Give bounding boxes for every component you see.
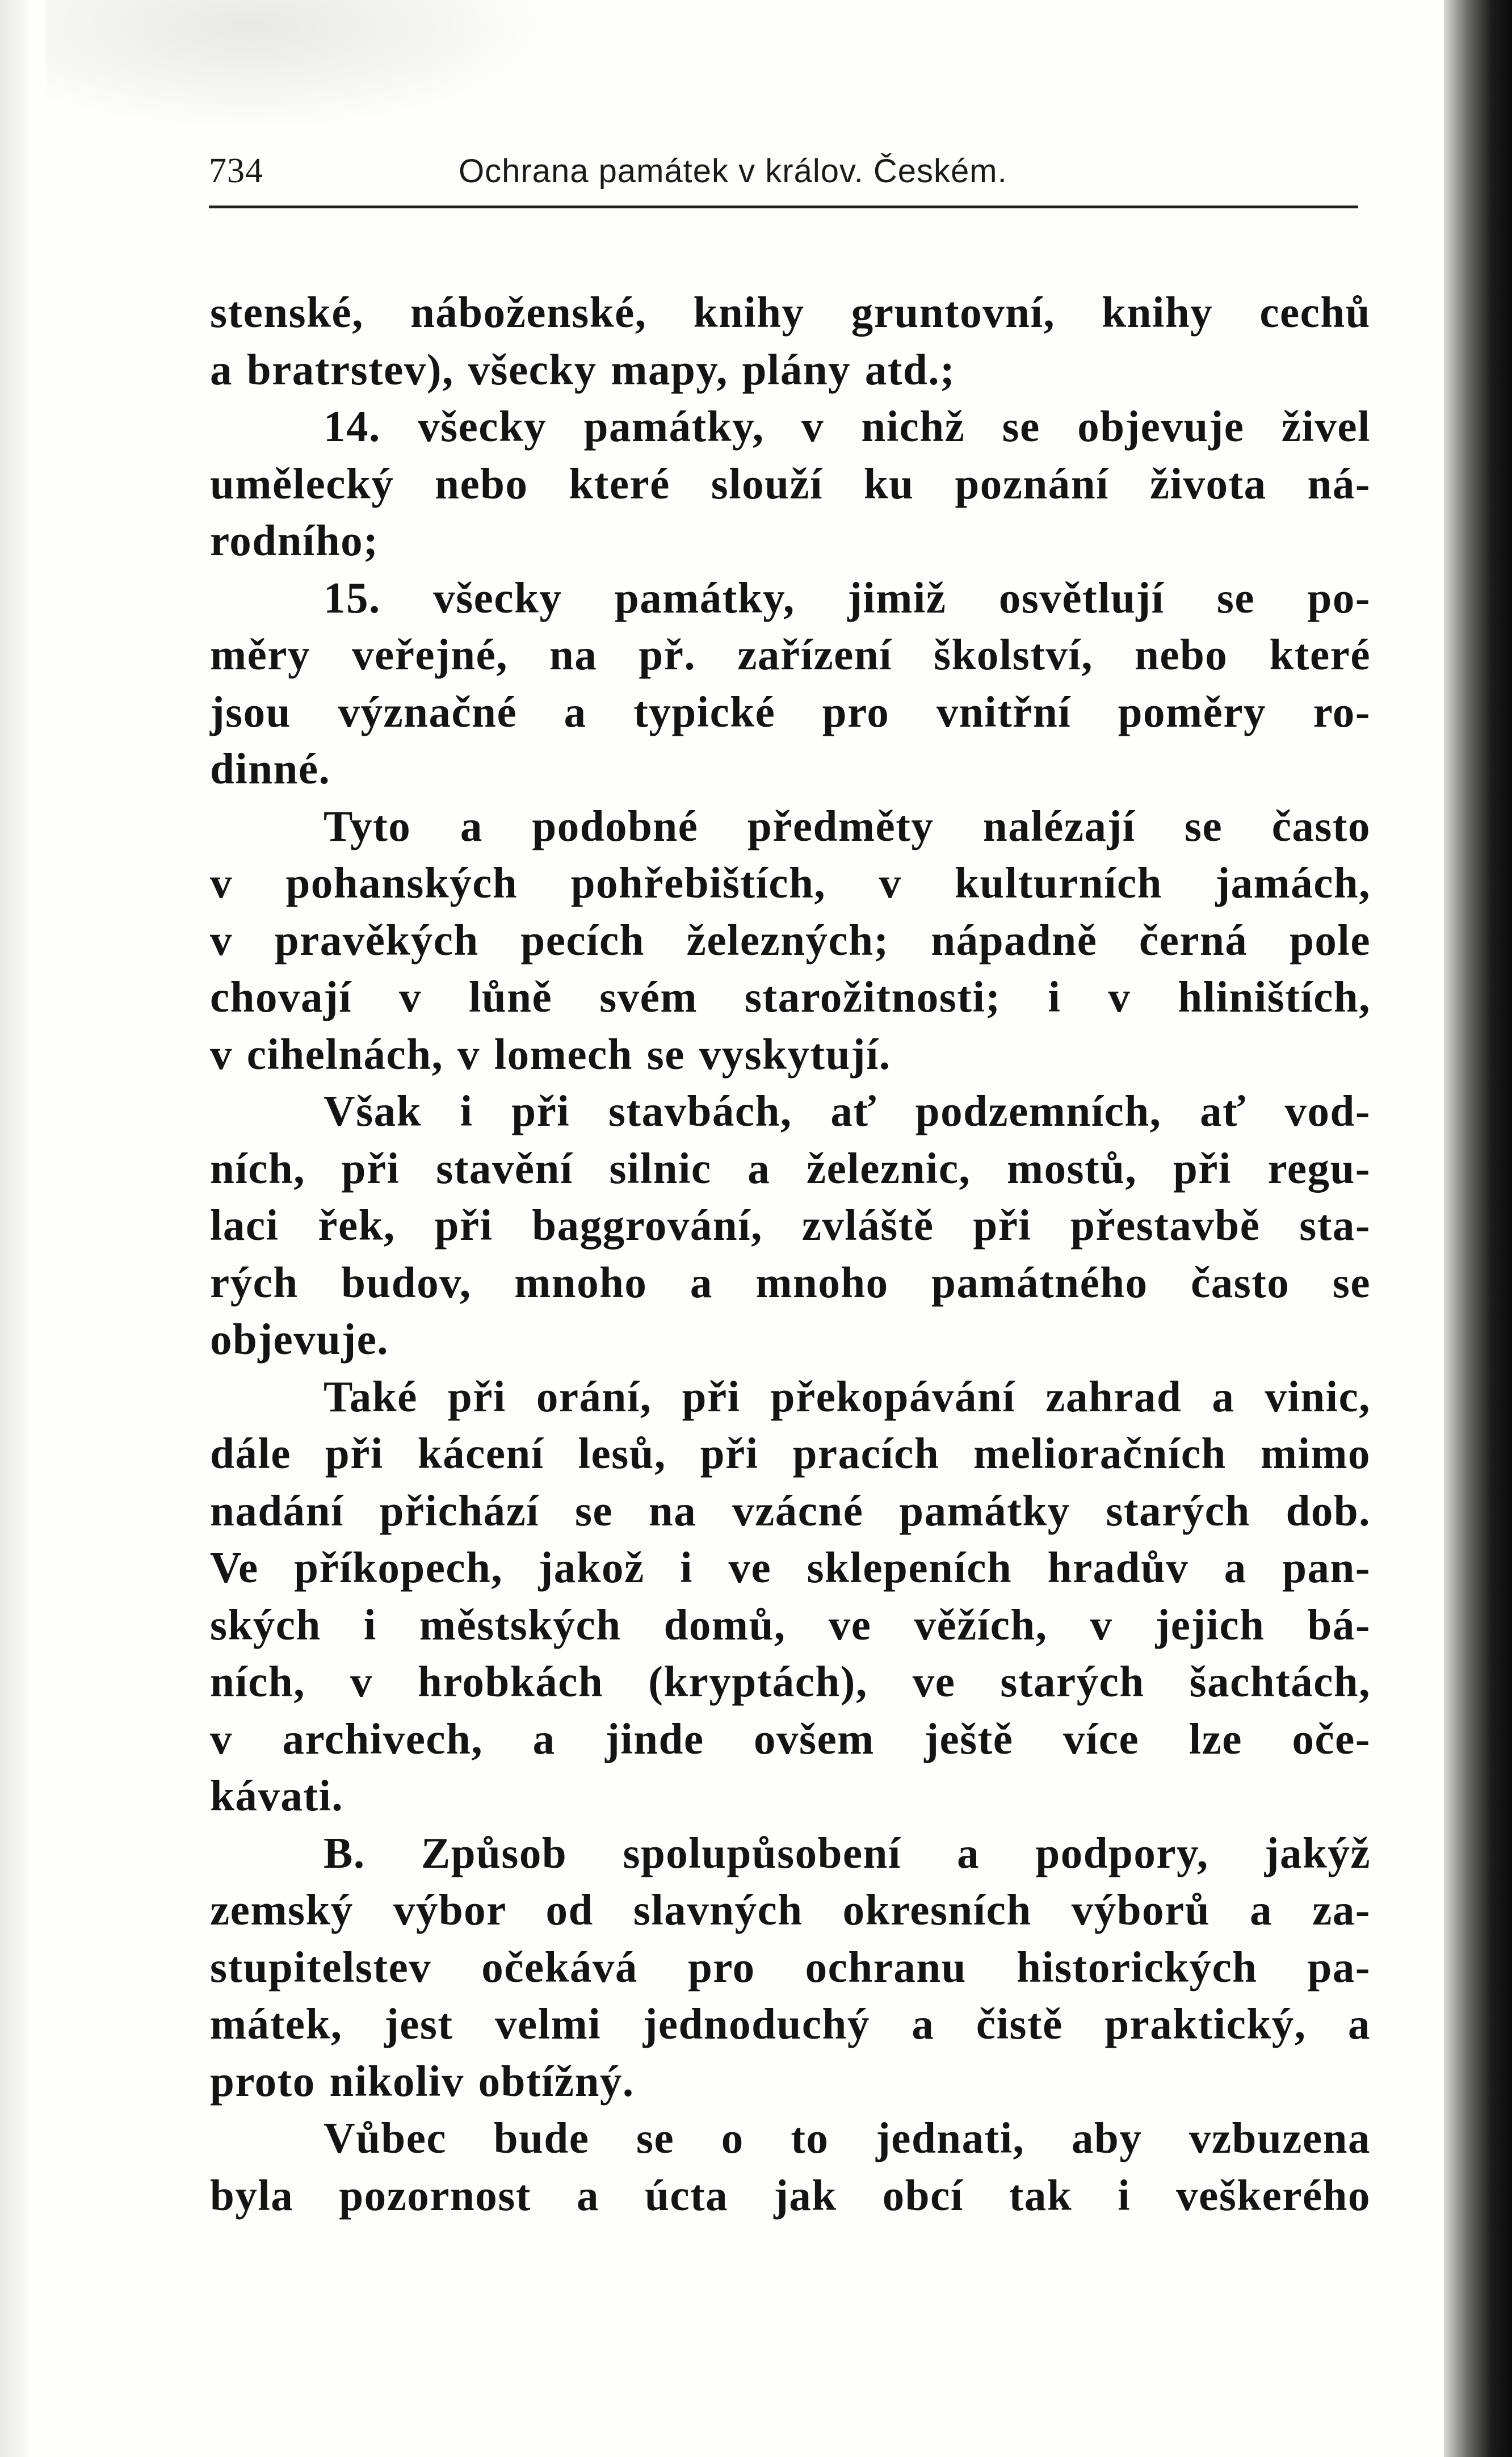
text-line: objevuje. [210,1315,389,1364]
text-line: 14. všecky památky, v nichž se objevuje živel [324,402,1371,451]
header-rule [209,206,1358,208]
text-line: umělecký nebo které slouží ku poznání života ná- [210,459,1371,508]
page-binding-shadow [1444,0,1512,2457]
text-line: v pravěkých pecích železných; nápadně černá pole [210,915,1371,965]
text-line: ních, v hrobkách (kryptách), ve starých šachtách, [210,1657,1371,1706]
text-line: stenské, náboženské, knihy gruntovní, knihy cechů [210,288,1371,337]
text-line: rých budov, mnoho a mnoho památného často se [210,1257,1371,1307]
text-line: v cihelnách, v lomech se vyskytují. [210,1029,891,1079]
body-text [210,284,1371,2224]
text-line: B. Způsob spolupůsobení a podpory, jakýž [324,1828,1371,1877]
running-head: Ochrana památek v králov. Českém. [459,153,1007,190]
text-line: zemský výbor od slavných okresních výborů a za- [210,1885,1371,1934]
text-line: ních, při stavění silnic a železnic, mostů, při regu- [210,1143,1371,1193]
page-number: 734 [209,152,263,190]
page-header [209,149,1358,200]
text-line: rodního; [210,516,379,565]
text-line: v pohanských pohřebištích, v kulturních jamách, [210,858,1371,907]
text-line: Také při orání, při překopávání zahrad a vinic, [324,1372,1371,1421]
text-line: laci řek, při baggrování, zvláště při přestavbě sta- [210,1201,1371,1250]
text-line: dinné. [210,744,331,793]
text-line: a bratrstev), všecky mapy, plány atd.; [210,345,956,394]
text-line: měry veřejné, na př. zařízení školství, nebo které [210,630,1371,679]
text-line: Tyto a podobné předměty nalézají se často [324,801,1371,850]
text-line: chovají v lůně svém starožitnosti; i v hliništích, [210,972,1371,1021]
text-line: dále při kácení lesů, při pracích melioračních mimo [210,1429,1371,1478]
text-line: nadání přichází se na vzácné památky starých dob. [210,1486,1371,1535]
text-line: Vůbec bude se o to jednati, aby vzbuzena [324,2114,1371,2162]
text-line: Ve příkopech, jakož i ve sklepeních hradův a pan- [210,1543,1371,1592]
text-line: Však i při stavbách, ať podzemních, ať vod- [324,1087,1371,1135]
text-line: byla pozornost a úcta jak obcí tak i veškerého [210,2170,1371,2220]
text-line: jsou význačné a typické pro vnitřní poměry ro- [210,687,1371,736]
bleed-through-smudge [45,0,556,131]
text-line: ských i městských domů, ve věžích, v jejich bá- [210,1600,1371,1649]
text-line: stupitelstev očekává pro ochranu historických pa- [210,1942,1371,1991]
text-line: kávati. [210,1771,344,1820]
text-line: 15. všecky památky, jimiž osvětlují se po- [324,573,1371,622]
text-line: v archivech, a jinde ovšem ještě více lze oče- [210,1714,1371,1763]
page-left-edge [0,0,28,2457]
text-line: proto nikoliv obtížný. [210,2056,635,2106]
text-line: mátek, jest velmi jednoduchý a čistě praktický, a [210,1999,1371,2048]
